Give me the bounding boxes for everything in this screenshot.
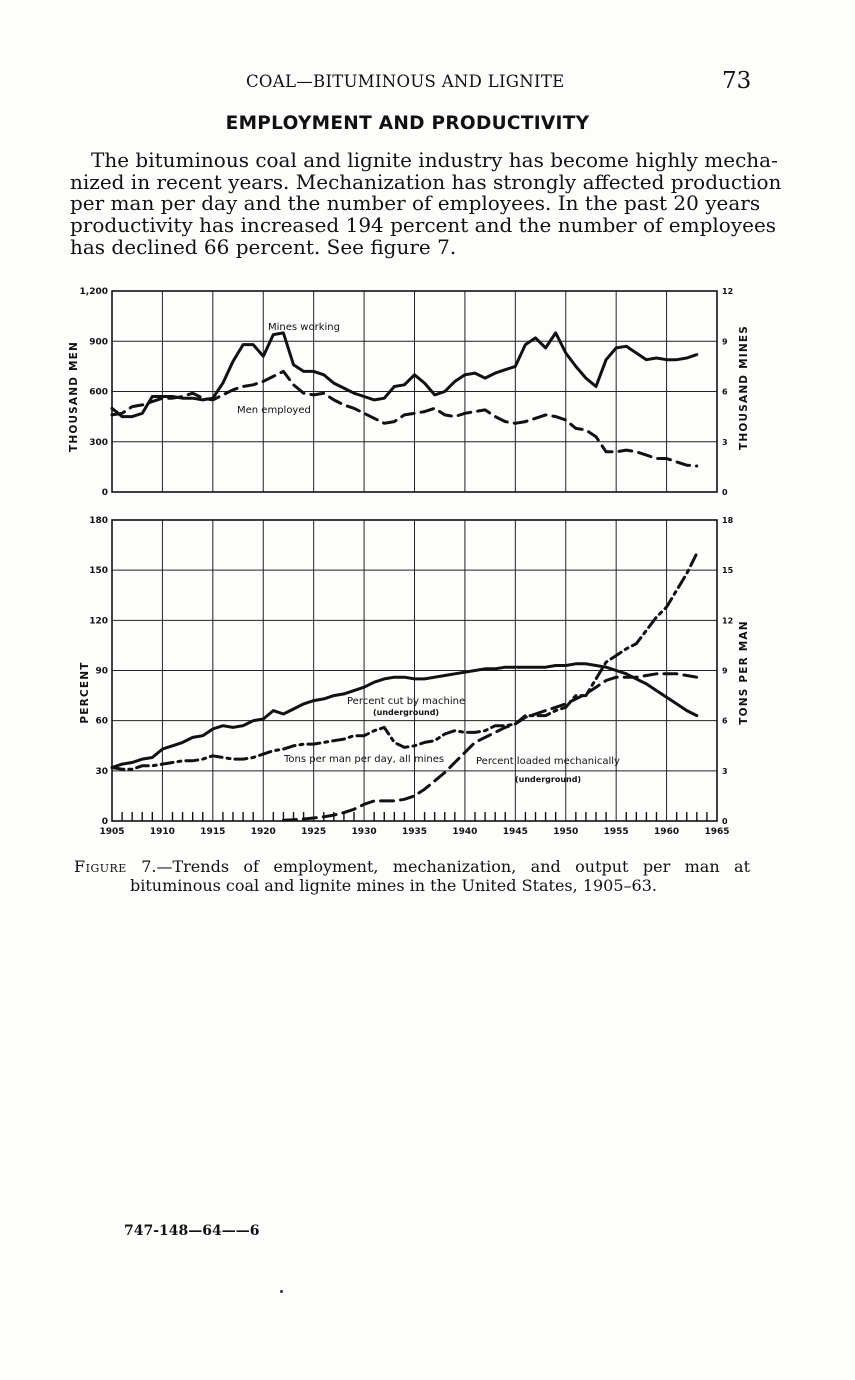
x-tick-label: 1920 — [250, 827, 276, 837]
caption-line-2: bituminous coal and lignite mines in the United States, 1905–63. — [130, 876, 657, 895]
print-code: 747-148—64——6 — [124, 1223, 260, 1239]
y2-tick-label: 3 — [722, 437, 728, 447]
series-label: Men employed — [237, 405, 311, 416]
body-line: has declined 66 percent. See figure 7. — [70, 234, 457, 259]
x-tick-label: 1950 — [553, 827, 579, 837]
mechanization-chart — [79, 516, 750, 837]
figure-caption — [74, 857, 750, 895]
y-tick-label: 180 — [89, 516, 108, 526]
y-tick-label: 120 — [89, 616, 108, 627]
x-tick-label: 1960 — [654, 827, 680, 837]
page-number: 73 — [722, 68, 752, 94]
running-title: COAL—BITUMINOUS AND LIGNITE — [246, 72, 565, 91]
series-label: Percent loaded mechanically — [476, 756, 620, 767]
y-tick-label: 150 — [89, 566, 108, 577]
y2-tick-label: 9 — [722, 337, 728, 347]
x-tick-label: 1910 — [149, 827, 175, 837]
y-tick-label: 900 — [89, 337, 108, 348]
y-tick-label: 60 — [95, 716, 108, 727]
y2-tick-label: 0 — [722, 817, 728, 826]
caption-label: Figure — [74, 857, 127, 876]
series-annotation: (underground) — [515, 775, 582, 784]
series-annotation: (underground) — [373, 708, 440, 717]
series-label: Percent cut by machine — [347, 696, 466, 707]
y-tick-label: 300 — [89, 437, 108, 448]
x-tick-label: 1965 — [704, 827, 730, 837]
y-axis-title: THOUSAND MEN — [68, 340, 80, 453]
x-tick-label: 1925 — [301, 827, 327, 837]
y-tick-label: 0 — [101, 817, 108, 827]
series-label: Mines working — [268, 322, 340, 333]
x-tick-label: 1945 — [502, 827, 528, 837]
y-axis-title: PERCENT — [79, 661, 91, 724]
y2-axis-title: THOUSAND MINES — [738, 325, 750, 450]
x-tick-label: 1915 — [200, 827, 226, 837]
x-tick-label: 1940 — [452, 827, 478, 837]
employment-chart — [68, 287, 750, 498]
y-tick-label: 30 — [95, 766, 108, 777]
y-tick-label: 1,200 — [79, 287, 108, 297]
y2-tick-label: 15 — [722, 566, 734, 576]
body-line: per man per day and the number of employees. In the past 20 years — [70, 191, 761, 216]
speck — [280, 1290, 283, 1293]
y-tick-label: 600 — [89, 387, 108, 398]
body-line: productivity has increased 194 percent and the number of employees — [70, 213, 777, 238]
y2-tick-label: 6 — [722, 716, 728, 726]
y2-tick-label: 12 — [722, 616, 734, 626]
x-tick-label: 1955 — [603, 827, 629, 837]
series-label: Tons per man per day, all mines — [284, 754, 445, 765]
body-line: nized in recent years. Mechanization has strongly affected production — [70, 169, 782, 194]
y2-tick-label: 6 — [722, 387, 728, 397]
y-tick-label: 0 — [101, 488, 108, 498]
series-line-mines-working — [112, 333, 697, 417]
y2-tick-label: 18 — [722, 516, 734, 525]
y2-axis-title: TONS PER MAN — [738, 620, 750, 725]
y2-tick-label: 12 — [722, 287, 734, 296]
y2-tick-label: 0 — [722, 488, 728, 497]
x-tick-label: 1930 — [351, 827, 377, 837]
section-title: EMPLOYMENT AND PRODUCTIVITY — [225, 113, 590, 134]
y2-tick-label: 3 — [722, 766, 728, 776]
y2-tick-label: 9 — [722, 666, 728, 676]
caption-line-1: 7.—Trends of employment, mechanization, and output per man at — [126, 857, 750, 876]
y-tick-label: 90 — [95, 666, 108, 677]
body-line: The bituminous coal and lignite industry has become highly mecha- — [91, 148, 778, 172]
series-line-percent-loaded-mechanically — [283, 674, 696, 820]
x-tick-label: 1935 — [401, 827, 428, 837]
x-tick-label: 1905 — [99, 827, 125, 837]
